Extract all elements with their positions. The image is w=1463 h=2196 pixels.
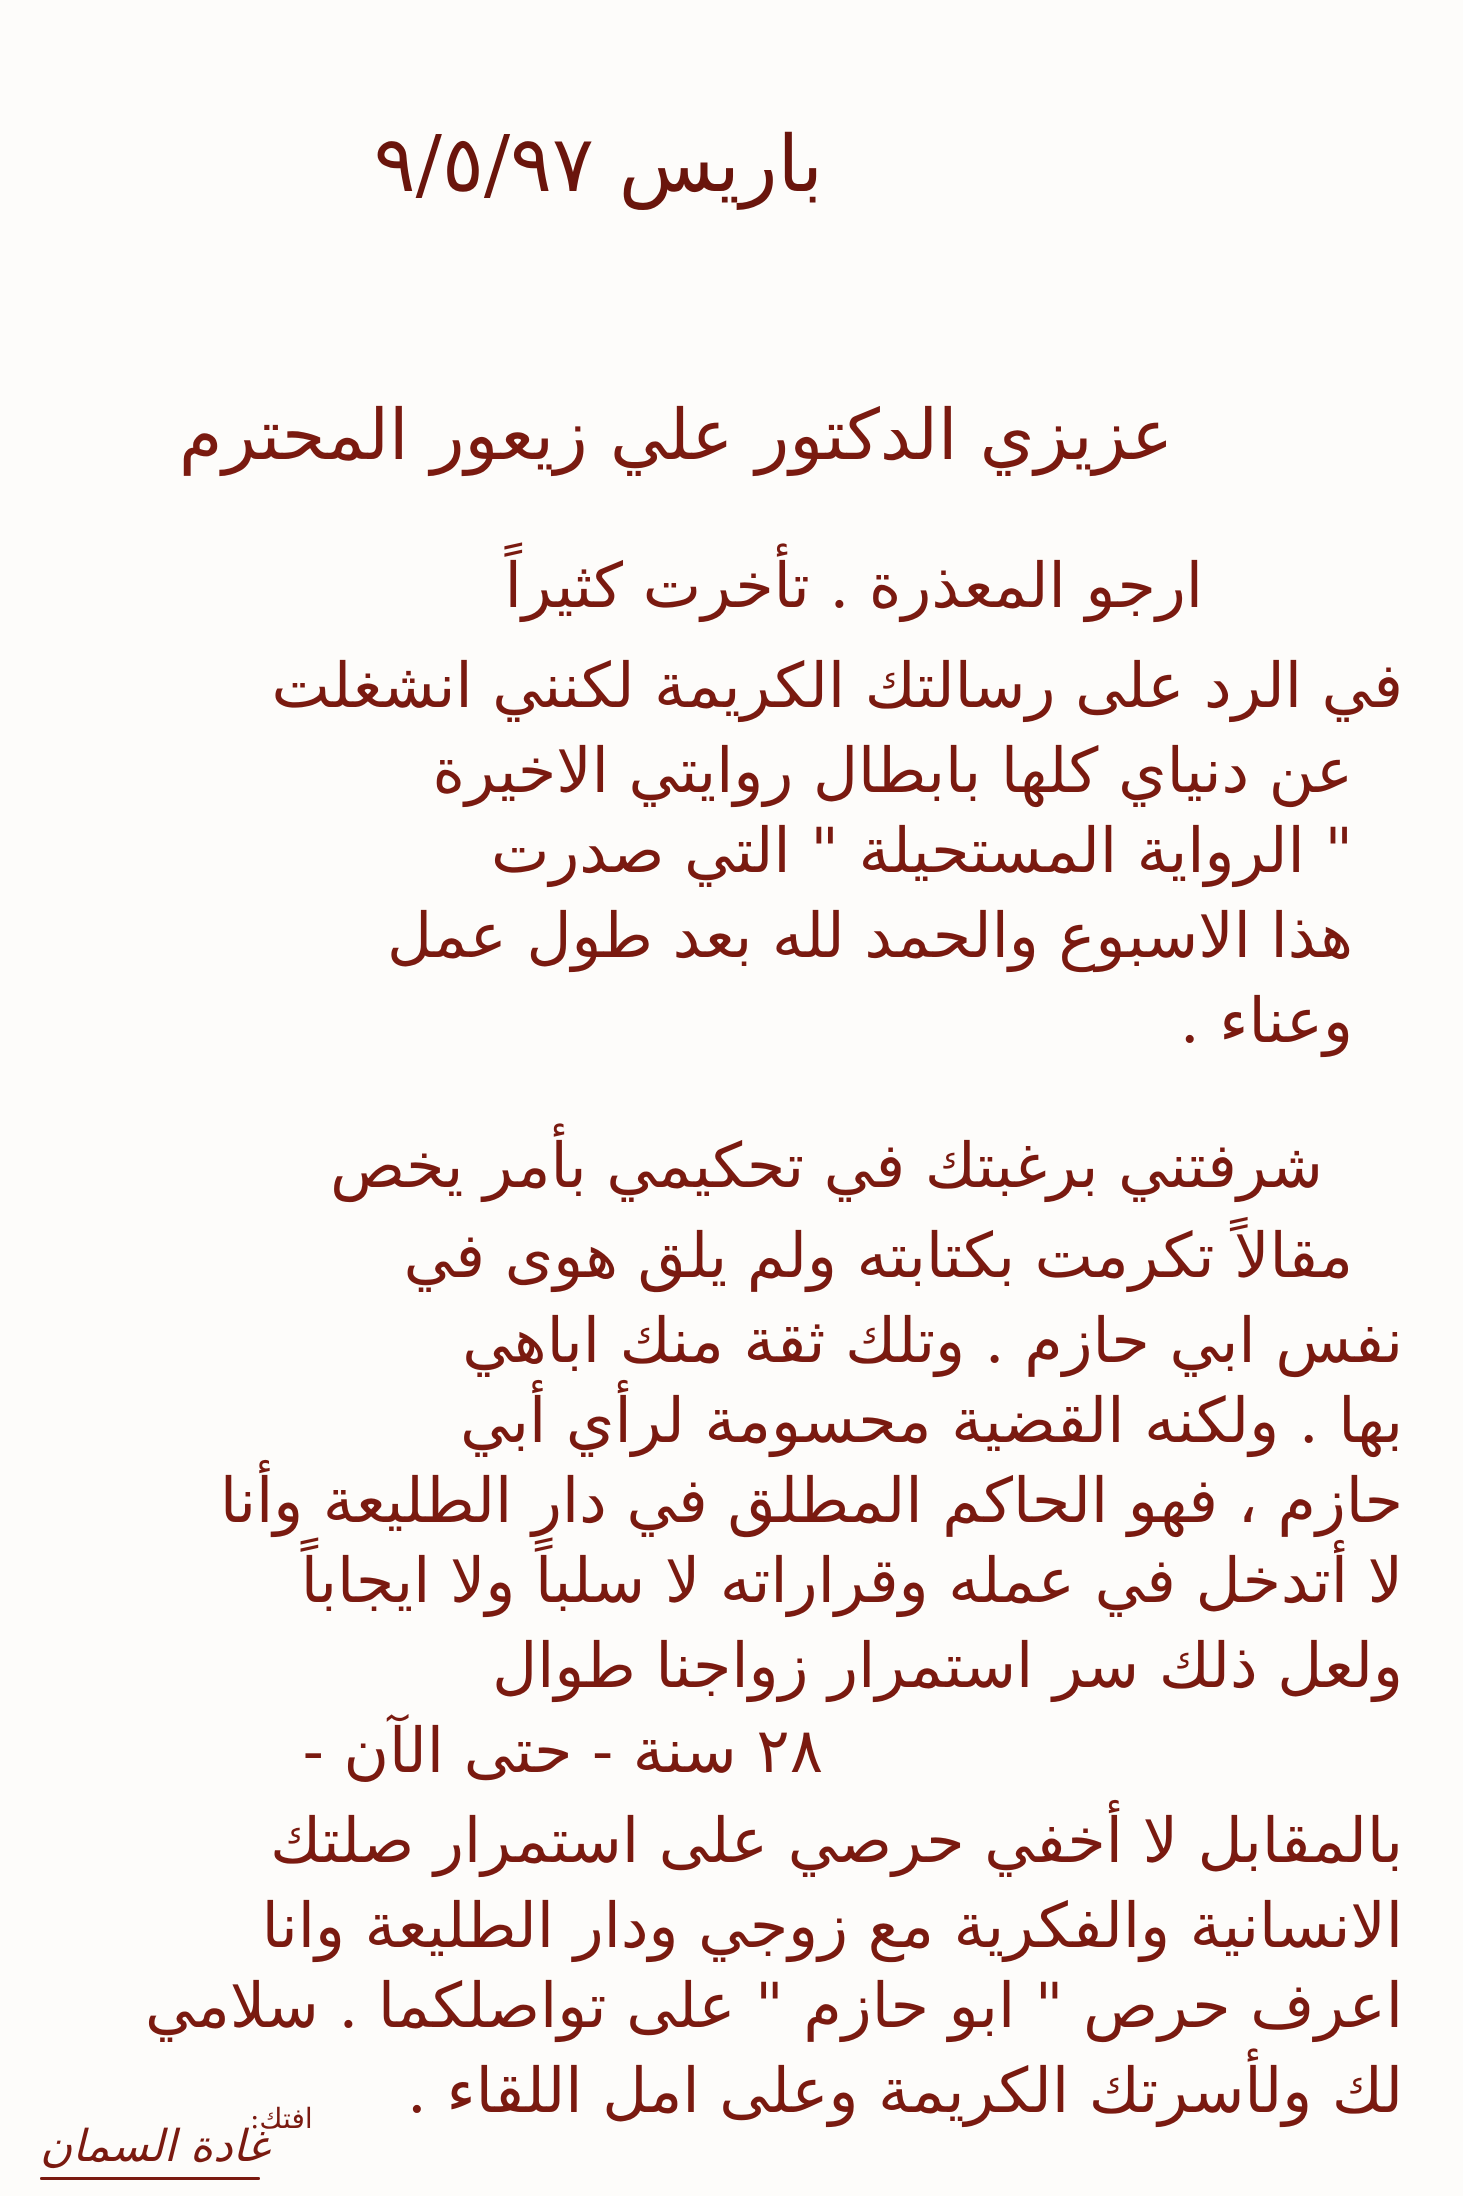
body-line: ٢٨ سنة - حتى الآن - (302, 1714, 823, 1787)
body-line: شرفتني برغبتك في تحكيمي بأمر يخص (330, 1129, 1323, 1202)
body-line: اعرف حرص " ابو حازم " على تواصلكما . سلامي (144, 1969, 1403, 2042)
letter-date: باريس ٩/٥/٩٧ (373, 120, 823, 210)
body-line: بها . ولكنه القضية محسومة لرأي أبي (460, 1384, 1403, 1457)
body-line: وعناء . (1179, 984, 1353, 1057)
body-line: ولعل ذلك سر استمرار زواجنا طوال (492, 1629, 1403, 1702)
signature (40, 2110, 270, 2180)
body-line: عن دنياي كلها بابطال روايتي الاخيرة (432, 734, 1353, 807)
body-line: " الرواية المستحيلة " التي صدرت (490, 814, 1353, 887)
body-line: الانسانية والفكرية مع زوجي ودار الطليعة وانا (261, 1889, 1403, 1962)
body-line: نفس ابي حازم . وتلك ثقة منك اباهي (462, 1304, 1403, 1377)
signature-name: غادة السمان (40, 2121, 270, 2172)
signature-underline (40, 2177, 260, 2180)
body-line: لك ولأسرتك الكريمة وعلى امل اللقاء . (407, 2054, 1403, 2127)
body-line: ارجو المعذرة . تأخرت كثيراً (504, 549, 1203, 622)
body-line: مقالاً تكرمت بكتابته ولم يلق هوى في (403, 1219, 1353, 1292)
signature-label: افتك: (250, 2102, 313, 2135)
body-line: هذا الاسبوع والحمد لله بعد طول عمل (386, 899, 1353, 972)
body-line: بالمقابل لا أخفي حرصي على استمرار صلتك (270, 1804, 1403, 1877)
body-line: في الرد على رسالتك الكريمة لكنني انشغلت (271, 649, 1403, 722)
letter-salutation: عزيزي الدكتور علي زيعور المحترم (178, 394, 1173, 476)
body-line: لا أتدخل في عمله وقراراته لا سلباً ولا ايجاباً (300, 1544, 1403, 1617)
body-line: حازم ، فهو الحاكم المطلق في دار الطليعة وأنا (219, 1464, 1403, 1537)
